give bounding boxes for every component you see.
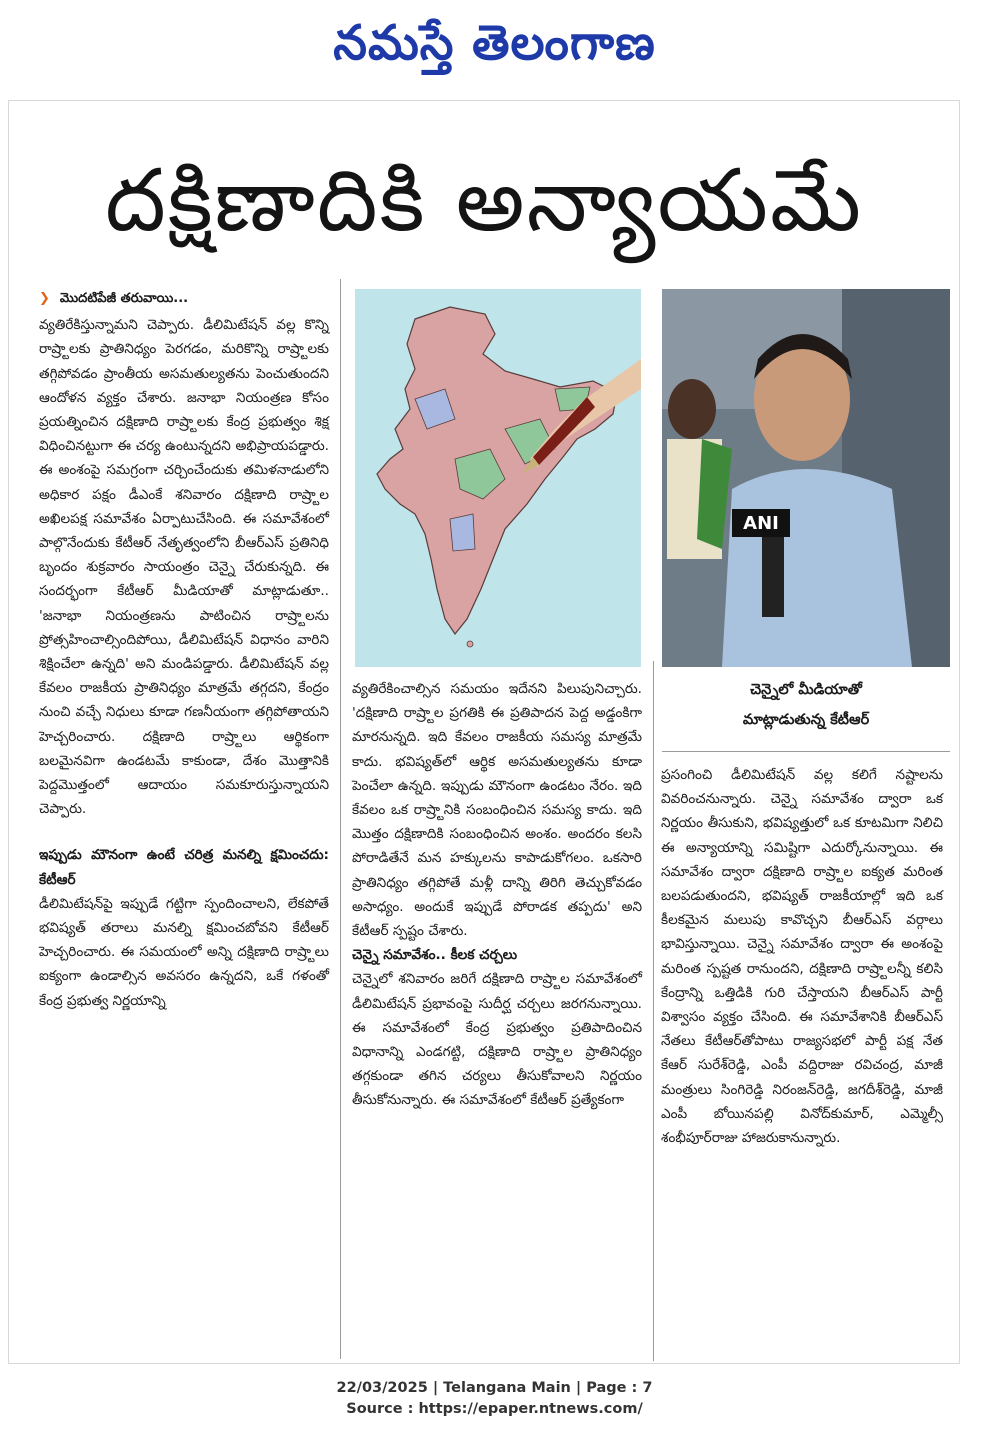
india-map-image (355, 289, 641, 667)
person-photo-icon (662, 289, 950, 667)
masthead-logo: నమస్తే తెలంగాణ (333, 15, 656, 71)
india-map-icon (355, 289, 641, 667)
article-page (8, 100, 960, 1364)
page-footer (0, 1378, 989, 1420)
source-link[interactable]: Source : https://epaper.ntnews.com/ (346, 1401, 643, 1417)
chevron-right-icon: ❯ (39, 291, 50, 306)
subheading: ఇప్పుడు మౌనంగా ఉంటే చరిత్ర మనల్ని క్షమించదు: కేటీఆర్ (39, 847, 329, 888)
body-paragraph: వ్యతిరేకించాల్సిన సమయం ఇదేనని పిలుపునిచ్చారు. 'దక్షిణాది రాష్ర్టాల ప్రగతికి ఈ ప్రతిపాదన పెద్ద అడ్డంకిగా మారనున్నది. ఇది కేవలం రాజకీయ సమస్య మాత్రమే కాదు. భవిష్యత్‌లో ఆర్థిక అసమతుల్యతను కూడా పెంచేలా ఉన్నది. ఇప్పుడు మౌనంగా ఉండటం నేరం. ఇది కేవలం ఒక రాష్ర్టానికి సంబంధించిన సమస్య కాదు. ఇది మొత్తం దక్షిణాదికి సంబంధించిన అంశం. అందరం కలసి పోరాడితేనే మన హక్కులను కాపాడుకోగలం. ఒకసారి ప్రాతినిధ్యం తగ్గిపోతే మళ్లీ దాన్ని తిరిగి తెచ్చుకోవడం అసాధ్యం. అందుకే ఇప్పుడే పోరాడక తప్పదు' అని కేటీఆర్ స్పష్టం చేశారు. (352, 681, 642, 940)
body-paragraph: ప్రసంగించి డీలిమిటేషన్ వల్ల కలిగే నష్టాలను వివరించనున్నారు. చెన్నై సమావేశం ద్వారా ఒక నిర్ణయం తీసుకుని, భవిష్యత్తులో ఒక కూటమిగా నిలిచి ఈ అన్యాయాన్ని సమిష్టిగా ఎదుర్కోనున్నాయి. ఈ సమావేశం ద్వారా దక్షిణాది రాష్ర్టాల ఐక్యత మరింత బలపడుతుందని, భవిష్యత్ రాజకీయాల్లో ఇది ఒక కీలకమైన మలుపు కావొచ్చని బీఆర్ఎస్ వర్గాలు భావిస్తున్నాయి. చెన్నై సమావేశం ద్వారా ఈ అంశంపై మరింత స్పష్టత రానుందని, దక్షిణాది రాష్ర్టాలన్నీ కలిసి కేంద్రాన్ని ఒత్తిడికి గురి చేస్తాయని బీఆర్ఎస్ పార్టీ విశ్వాసం వ్యక్తం చేసింది. ఈ సమావేశానికి బీఆర్ఎస్ నేతలు కేటీఆర్‌తోపాటు రాజ్యసభలో పార్టీ పక్ష నేత కేఆర్ సురేశ్‌రెడ్డి, ఎంపీ వద్దిరాజు రవిచంద్ర, మాజీ మంత్రులు సింగిరెడ్డి నిరంజన్‌రెడ్డి, జగదీశ్‌రెడ్డి, మాజీ ఎంపీ బోయినపల్లి వినోద్‌కుమార్, ఎమ్మెల్సీ శంభీపూర్‌రాజు హాజరుకానున్నారు. (661, 767, 943, 1147)
subheading: చెన్నై సమావేశం.. కీలక చర్చలు (352, 947, 518, 964)
body-paragraph: చెన్నైలో శనివారం జరిగే దక్షిణాది రాష్ర్టాల సమావేశంలో డీలిమిటేషన్ ప్రభావంపై సుదీర్ఘ చర్చలు జరగనున్నాయి. ఈ సమావేశంలో కేంద్ర ప్రభుత్వం ప్రతిపాదించిన విధానాన్ని ఎండగట్టి, దక్షిణాది రాష్ర్టాల ప్రాతినిధ్యం తగ్గకుండా తగిన చర్యలు తీసుకోవాలని నిర్ణయం తీసుకోనున్నారు. ఈ సమావేశంలో కేటీఆర్ ప్రత్యేకంగా (352, 971, 642, 1109)
continuation-label: ❯ మొదటిపేజీ తరువాయి... (39, 291, 189, 306)
ani-badge: ANI (743, 513, 779, 534)
column-divider (653, 661, 654, 1361)
ktr-media-photo (662, 289, 950, 667)
caption-line: మాట్లాడుతున్న కేటీఆర్ (742, 712, 870, 728)
caption-divider (662, 751, 950, 752)
photo-caption (662, 675, 950, 735)
headline: దక్షిణాదికి అన్యాయమే (105, 151, 863, 251)
article-column-1 (39, 287, 329, 1013)
body-paragraph: వ్యతిరేకిస్తున్నామని చెప్పారు. డీలిమిటేషన్ వల్ల కొన్ని రాష్ర్టాలకు ప్రాతినిధ్యం పెరగడం, మరికొన్ని రాష్ర్టాలకు తగ్గిపోవడం ప్రాంతీయ అసమతుల్యతను పెంచుతుందని ఆందోళన వ్యక్తం చేశారు. జనాభా నియంత్రణ కోసం ప్రయత్నించిన దక్షిణాది రాష్ర్టాలకు కేంద్ర ప్రభుత్వం శిక్ష విధించినట్టుగా ఈ చర్య ఉంటున్నదని అభిప్రాయపడ్డారు. ఈ అంశంపై సమగ్రంగా చర్చించేందుకు తమిళనాడులోని అధికార పక్షం డీఎంకే శనివారం దక్షిణాది రాష్ర్టాల అఖిలపక్ష సమావేశం ఏర్పాటుచేసింది. ఈ సమావేశంలో పాల్గొనేందుకు కేటీఆర్ నేతృత్వంలోని బీఆర్ఎస్ ప్రతినిధి బృందం శుక్రవారం సాయంత్రం చెన్నై చేరుకున్నది. ఈ సందర్భంగా కేటీఆర్ మీడియాతో మాట్లాడుతూ.. 'జనాభా నియంత్రణను పాటించిన రాష్ర్టాలను ప్రోత్సహించాల్సిందిపోయి, డీలిమిటేషన్ విధానం వారిని శిక్షించేలా ఉన్నది' అని మండిపడ్డారు. డీలిమిటేషన్ వల్ల కేవలం రాజకీయ ప్రాతినిధ్యం మాత్రమే తగ్గదని, కేంద్రం నుంచి వచ్చే నిధులు కూడా గణనీయంగా తగ్గిపోతాయని హెచ్చరించారు. దక్షిణాది రాష్ర్టాలు ఆర్థికంగా బలమైనవిగా ఉండటమే కాకుండా, దేశం మొత్తానికి పెద్దమొత్తంలో ఆదాయం సమకూరుస్తున్నాయని చెప్పారు. (39, 317, 329, 818)
article-column-3 (661, 763, 943, 1150)
body-paragraph: డీలిమిటేషన్‌పై ఇప్పుడే గట్టిగా స్పందించాలని, లేకపోతే భవిష్యత్ తరాలు మనల్ని క్షమించబోవని కేటీఆర్ హెచ్చరించారు. ఈ సమయంలో అన్ని దక్షిణాది రాష్ర్టాలు ఐక్యంగా ఉండాల్సిన అవసరం ఉన్నదని, ఒకే గళంతో కేంద్ర ప్రభుత్వ నిర్ణయాన్ని (39, 895, 329, 1009)
caption-line: చెన్నైలో మీడియాతో (750, 682, 862, 698)
edition-info: 22/03/2025 | Telangana Main | Page : 7 (336, 1380, 653, 1396)
column-divider (340, 279, 341, 1359)
article-column-2 (352, 677, 642, 1113)
